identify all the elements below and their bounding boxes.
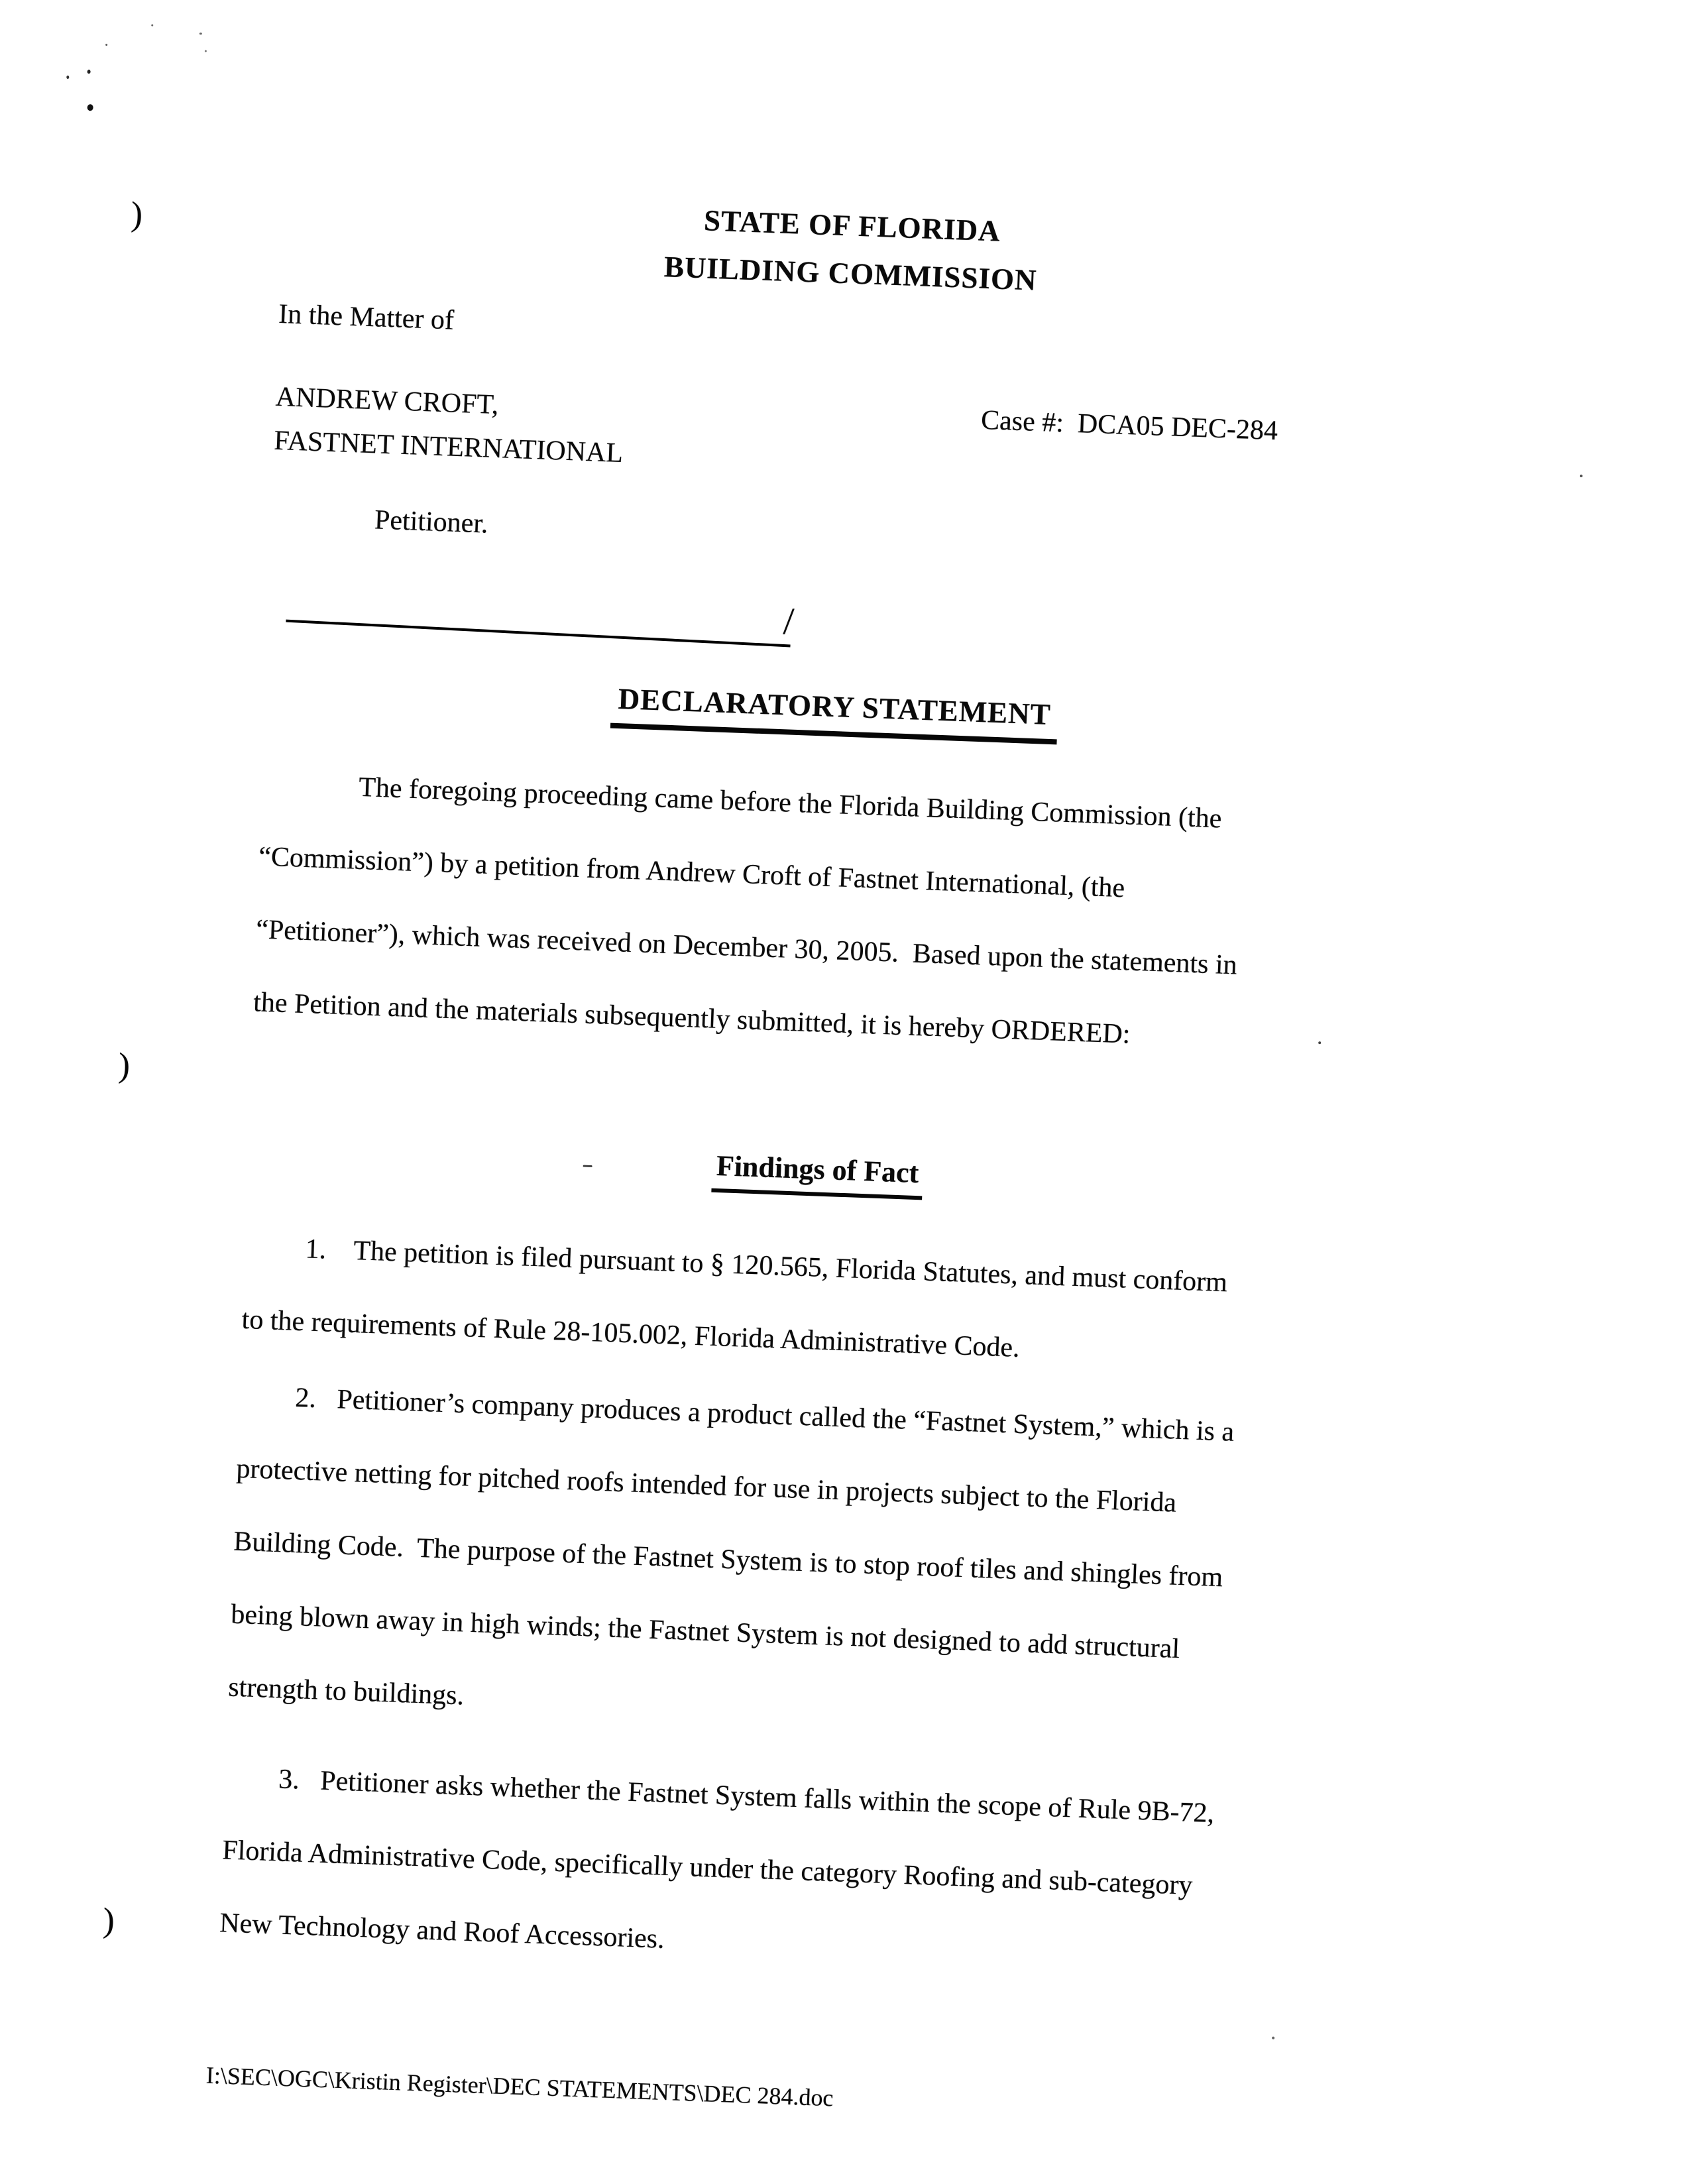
court-header-line2: BUILDING COMMISSION bbox=[663, 250, 1038, 297]
file-path-footer: I:\SEC\OGC\Kristin Register\DEC STATEMENTS\DEC 284.doc bbox=[205, 2061, 834, 2112]
finding-paragraph-1: 1. The petition is filed pursuant to § 120.565, Florida Statutes, and must conform to the requirements of Rule 28-105.002, Florida Administrative Code. bbox=[241, 1234, 1228, 1363]
document-title: DECLARATORY STATEMENT bbox=[610, 679, 1058, 745]
case-number: Case #: DCA05 DEC-284 bbox=[980, 404, 1278, 447]
scan-speckles bbox=[40, 0, 1690, 32]
scan-speckle bbox=[205, 50, 207, 52]
scan-speckle bbox=[1580, 475, 1583, 477]
document-title-block bbox=[264, 666, 1405, 758]
margin-mark-bottom: ) bbox=[102, 1901, 115, 1940]
party-designation: Petitioner. bbox=[374, 504, 489, 540]
scan-speckle bbox=[151, 25, 153, 27]
margin-mark-top: ) bbox=[130, 195, 144, 234]
scan-speckle bbox=[199, 32, 202, 34]
scan-speckle bbox=[66, 76, 69, 79]
court-header-line1: STATE OF FLORIDA bbox=[703, 203, 1001, 248]
caption-separator-slash: / bbox=[782, 599, 795, 643]
caption-intro: In the Matter of bbox=[278, 298, 455, 336]
scan-speckle bbox=[87, 104, 93, 111]
findings-heading: Findings of Fact bbox=[712, 1147, 924, 1200]
finding-paragraph-2: 2. Petitioner’s company produces a product called the “Fastnet System,” which is a protective netting for pitched roofs intended for use in projects subject to the Florida Building Code. The purpose of the Fastnet System is to stop roof tiles and shingles from being blown away in high winds; the Fastnet System is not designed to add structural strength to buildings. bbox=[227, 1382, 1235, 1711]
finding-paragraph-3: 3. Petitioner asks whether the Fastnet System falls within the scope of Rule 9B-72, Florida Administrative Code, specifically under the category Roofing and sub-category New Technology and Roof Accessories. bbox=[219, 1764, 1215, 1955]
caption-separator-line bbox=[286, 620, 790, 648]
scan-speckle bbox=[105, 44, 107, 46]
scan-speckle bbox=[87, 70, 91, 74]
caption-petitioner-names: ANDREW CROFT, FASTNET INTERNATIONAL bbox=[273, 381, 624, 469]
findings-heading-block bbox=[247, 1129, 1388, 1217]
opening-paragraph: The foregoing proceeding came before the Florida Building Commission (the “Commission”) by a petition from Andrew Croft of Fastnet International, (the “Petitioner”), which was received on December 30, 2005. Based upon the statements in the Petition and the materials subsequently submitted, it is hereby ORDERED: bbox=[253, 772, 1238, 1050]
scan-speckle bbox=[1272, 2037, 1274, 2040]
margin-mark-middle: ) bbox=[117, 1046, 131, 1085]
